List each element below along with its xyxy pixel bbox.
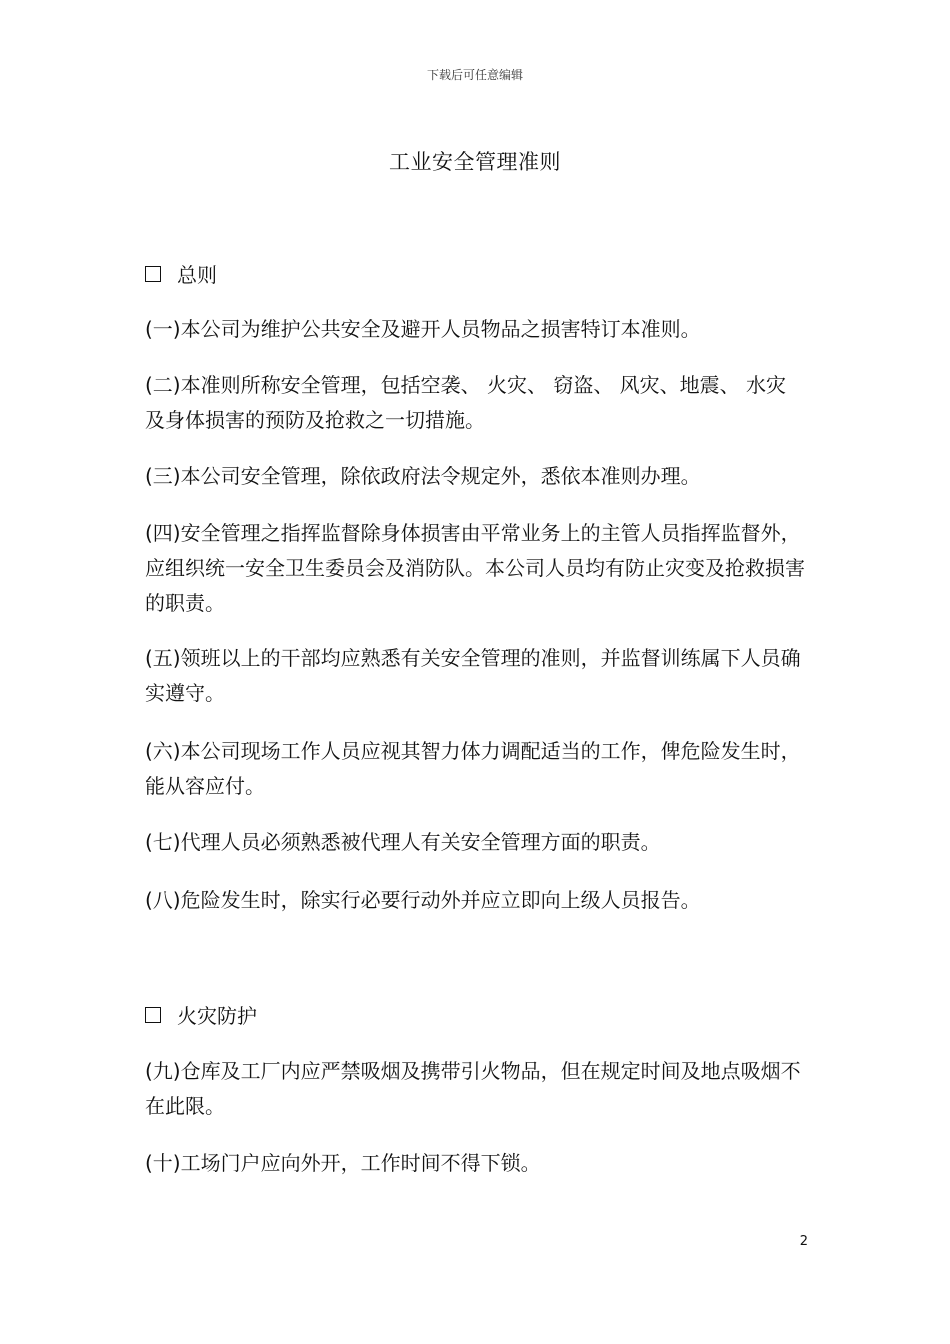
section-heading-general <box>145 259 217 288</box>
paragraph-1: (一)本公司为维护公共安全及避开人员物品之损害特订本准则。 <box>145 317 701 341</box>
paragraph-4: (四)安全管理之指挥监督除身体损害由平常业务上的主管人员指挥监督外，应组织统一安全卫生委员会及消防队。本公司人员均有防止灾变及抢救损害的职责。 <box>145 521 805 615</box>
paragraph-9: (九)仓库及工厂内应严禁吸烟及携带引火物品，但在规定时间及地点吸烟不在此限。 <box>145 1059 801 1118</box>
paragraph-5: (五)领班以上的干部均应熟悉有关安全管理的准则，并监督训练属下人员确实遵守。 <box>145 646 801 705</box>
paragraph-10: (十)工场门户应向外开，工作时间不得下锁。 <box>145 1151 541 1175</box>
paragraph-3: (三)本公司安全管理，除依政府法令规定外，悉依本准则办理。 <box>145 464 701 488</box>
section-label: 总则 <box>177 263 217 287</box>
checkbox-icon[interactable] <box>145 266 161 282</box>
section-label: 火灾防护 <box>177 1004 257 1028</box>
checkbox-icon[interactable] <box>145 1007 161 1023</box>
page-number: 2 <box>799 1234 808 1249</box>
paragraph-8: (八)危险发生时，除实行必要行动外并应立即向上级人员报告。 <box>145 888 701 912</box>
paragraph-7: (七)代理人员必须熟悉被代理人有关安全管理方面的职责。 <box>145 830 661 854</box>
document-title: 工业安全管理准则 <box>389 150 561 174</box>
section-heading-fire-protection <box>145 1000 257 1029</box>
paragraph-2: (二)本准则所称安全管理，包括空袭、 火灾、 窃盗、 风灾、地震、 水灾及身体损害的预防及抢救之一切措施。 <box>145 373 787 432</box>
page-header: 下载后可任意编辑 <box>426 68 523 82</box>
paragraph-6: (六)本公司现场工作人员应视其智力体力调配适当的工作，俾危险发生时，能从容应付。 <box>145 739 801 798</box>
